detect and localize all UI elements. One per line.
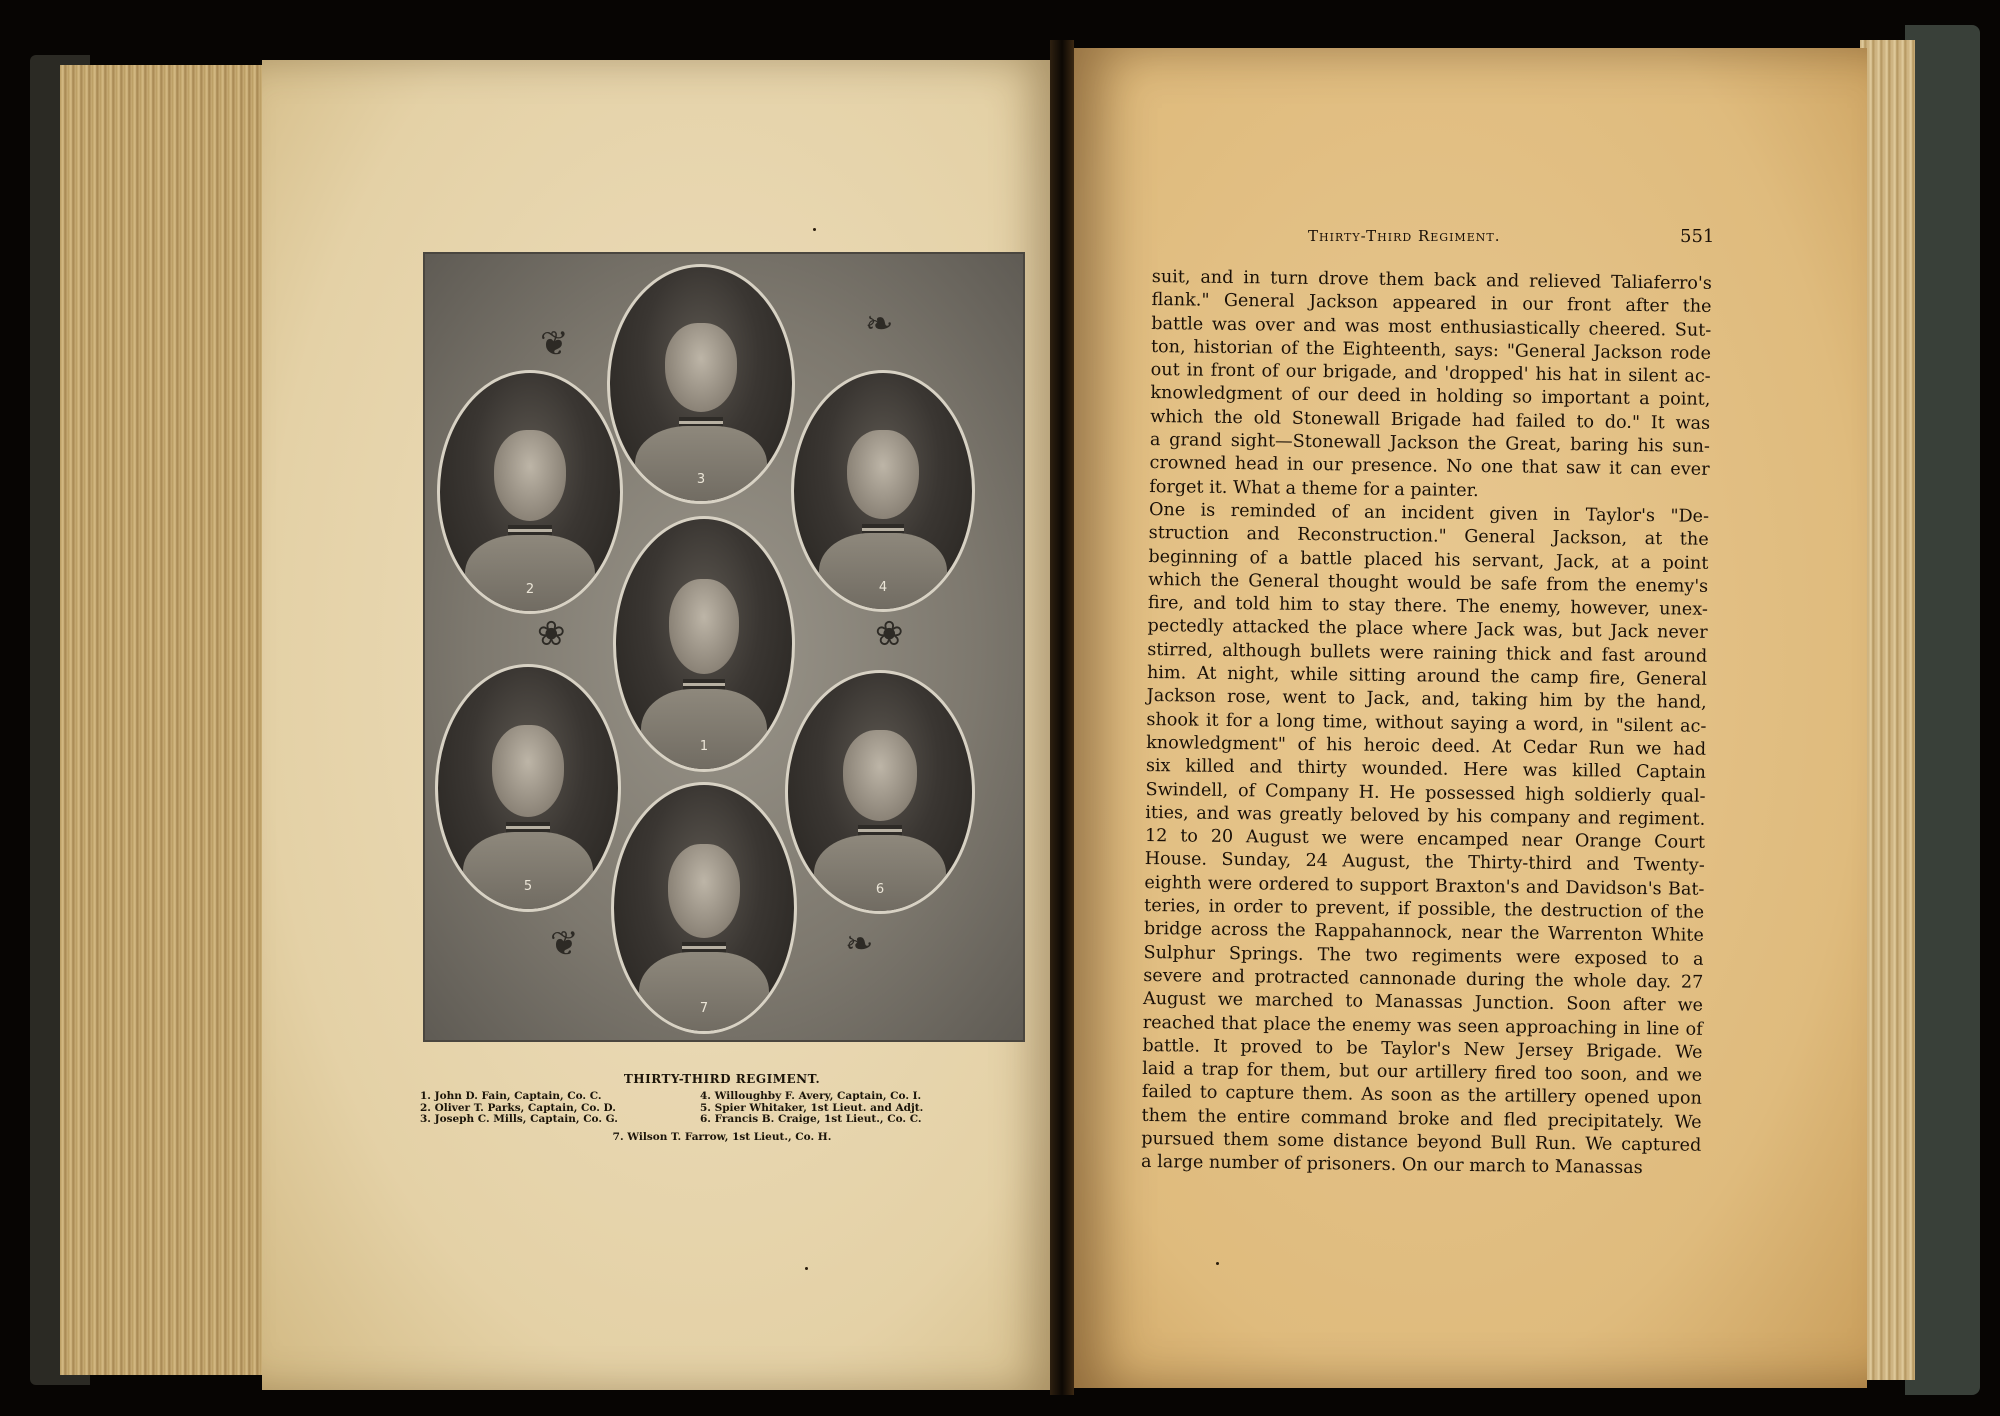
text-line: bridge across the Rappahannock, near the Warrenton White [1143,919,1704,947]
caption-entry: 1. John D. Fain, Captain, Co. C. [420,1090,602,1102]
caption-left-column [420,1091,618,1126]
plate-caption-title: THIRTY-THIRD REGIMENT. [623,1072,821,1086]
portrait-number: 5 [523,879,533,895]
text-line: crowned head in our presence. No one that saw it can ever [1149,453,1710,481]
scroll-ornament-icon: ❀ [537,614,566,654]
speck [1216,1262,1219,1265]
portrait-plate [423,252,1025,1042]
caption-entry: 4. Willoughby F. Avery, Captain, Co. I. [700,1090,922,1102]
scroll-ornament-icon: ❦ [550,924,579,964]
portrait-4 [791,370,975,612]
portrait-number: 1 [699,739,709,754]
running-head: Thirty-Third Regiment. [1308,227,1501,245]
portrait-2 [437,370,623,614]
caption-entry: 7. Wilson T. Farrow, 1st Lieut., Co. H. [612,1131,832,1143]
text-line: forget it. What a theme for a painter. [1149,476,1479,501]
scroll-ornament-icon: ❧ [845,924,874,964]
text-line: which the old Stonewall Brigade had failed to do." It was [1150,406,1711,434]
text-line: shook it for a long time, without saying a word, in "silent ac- [1146,709,1707,737]
caption-entry: 5. Spier Whitaker, 1st Lieut. and Adjt. [700,1101,924,1114]
text-line: him. At night, while sitting around the camp fire, General [1146,663,1708,690]
portrait-number: 4 [878,579,888,595]
text-line: Swindell, of Company H. He possessed high soldierly qual- [1145,779,1706,807]
text-line: struction and Reconstruction." General Jackson, at the [1148,523,1709,551]
text-line: reached that place the enemy was seen approaching in line of [1142,1012,1703,1040]
text-line: battle. It proved to be Taylor's New Jersey Brigade. We [1142,1035,1703,1063]
portrait-7 [611,782,797,1034]
text-line: eighth were ordered to support Braxton's and Davidson's Bat- [1144,872,1705,900]
text-line: knowledgment" of his heroic deed. At Cedar Run we had [1146,732,1707,760]
text-line: Sulphur Springs. The two regiments were exposed to a [1143,942,1704,970]
text-line: fire, and told him to stay there. The enemy, however, unex- [1147,593,1708,620]
text-line: Jackson rose, went to Jack, and, taking him by the hand, [1146,686,1707,714]
text-line: pectedly attacked the place where Jack was, but Jack never [1147,616,1708,644]
left-page-edges [60,65,270,1375]
portrait-number: 2 [525,581,535,597]
text-line: a large number of prisoners. On our march to Manassas [1140,1152,1643,1179]
speck [813,228,816,231]
portrait-5 [435,664,621,912]
text-line: six killed and thirty wounded. Here was killed Captain [1145,756,1706,784]
caption-entry: 6. Francis B. Craige, 1st Lieut., Co. C. [700,1113,922,1125]
text-line: suit, and in turn drove them back and relieved Taliaferro's [1151,266,1712,294]
text-line: knowledgment of our deed in holding so important a point, [1150,383,1711,411]
text-line: which the General thought would be safe from the enemy's [1148,569,1709,597]
portrait-3 [607,264,795,504]
text-line: August we marched to Manassas Junction. Soon after we [1142,989,1704,1016]
text-line: pursued them some distance beyond Bull Run. We captured [1141,1128,1702,1156]
portrait-number: 7 [699,1001,709,1017]
text-line: stirred, although bullets were raining thick and fast around [1147,639,1708,667]
text-line: House. Sunday, 24 August, the Thirty-third and Twenty- [1144,849,1705,877]
page-number: 551 [1680,226,1715,247]
body-text [1141,266,1712,1181]
portrait-number: 3 [696,471,706,487]
caption-entry: 2. Oliver T. Parks, Captain, Co. D. [420,1101,616,1114]
text-line: battle was over and was most enthusiastically cheered. Sut- [1151,313,1712,341]
portrait-number: 6 [875,881,885,897]
text-line: flank." General Jackson appeared in our front after the [1151,290,1712,318]
scroll-ornament-icon: ❧ [865,304,894,344]
scroll-ornament-icon: ❀ [875,614,904,654]
caption-right-column [700,1091,923,1126]
text-line: laid a trap for them, but our artillery fired too soon, and we [1142,1059,1703,1086]
portrait-6 [785,670,975,914]
speck [805,1267,808,1270]
portrait-1 [613,516,795,772]
text-line: them the entire command broke and fled precipitately. We [1141,1105,1702,1133]
right-page-edges [1860,40,1915,1380]
book-gutter [1050,40,1074,1395]
text-line: 12 to 20 August we were encamped near Orange Court [1144,826,1706,853]
right-cover-edge [1905,25,1980,1395]
text-line: One is reminded of an incident given in Taylor's "De- [1148,499,1710,527]
text-line: ton, historian of the Eighteenth, says: "General Jackson rode [1150,336,1712,364]
text-line: severe and protracted cannonade during the whole day. 27 [1143,965,1704,993]
text-line: failed to capture them. As soon as the artillery opened upon [1141,1082,1702,1110]
caption-entry: 3. Joseph C. Mills, Captain, Co. G. [420,1113,618,1125]
text-line: beginning of a battle placed his servant, Jack, at a point [1148,546,1709,574]
text-line: teries, in order to prevent, if possible, the destruction of the [1144,895,1705,923]
scroll-ornament-icon: ❦ [540,324,569,364]
text-line: out in front of our brigade, and 'dropped' his hat in silent ac- [1150,360,1711,388]
text-line: a grand sight—Stonewall Jackson the Great, baring his sun- [1149,430,1710,457]
text-line: ities, and was greatly beloved by his company and regiment. [1145,802,1706,830]
